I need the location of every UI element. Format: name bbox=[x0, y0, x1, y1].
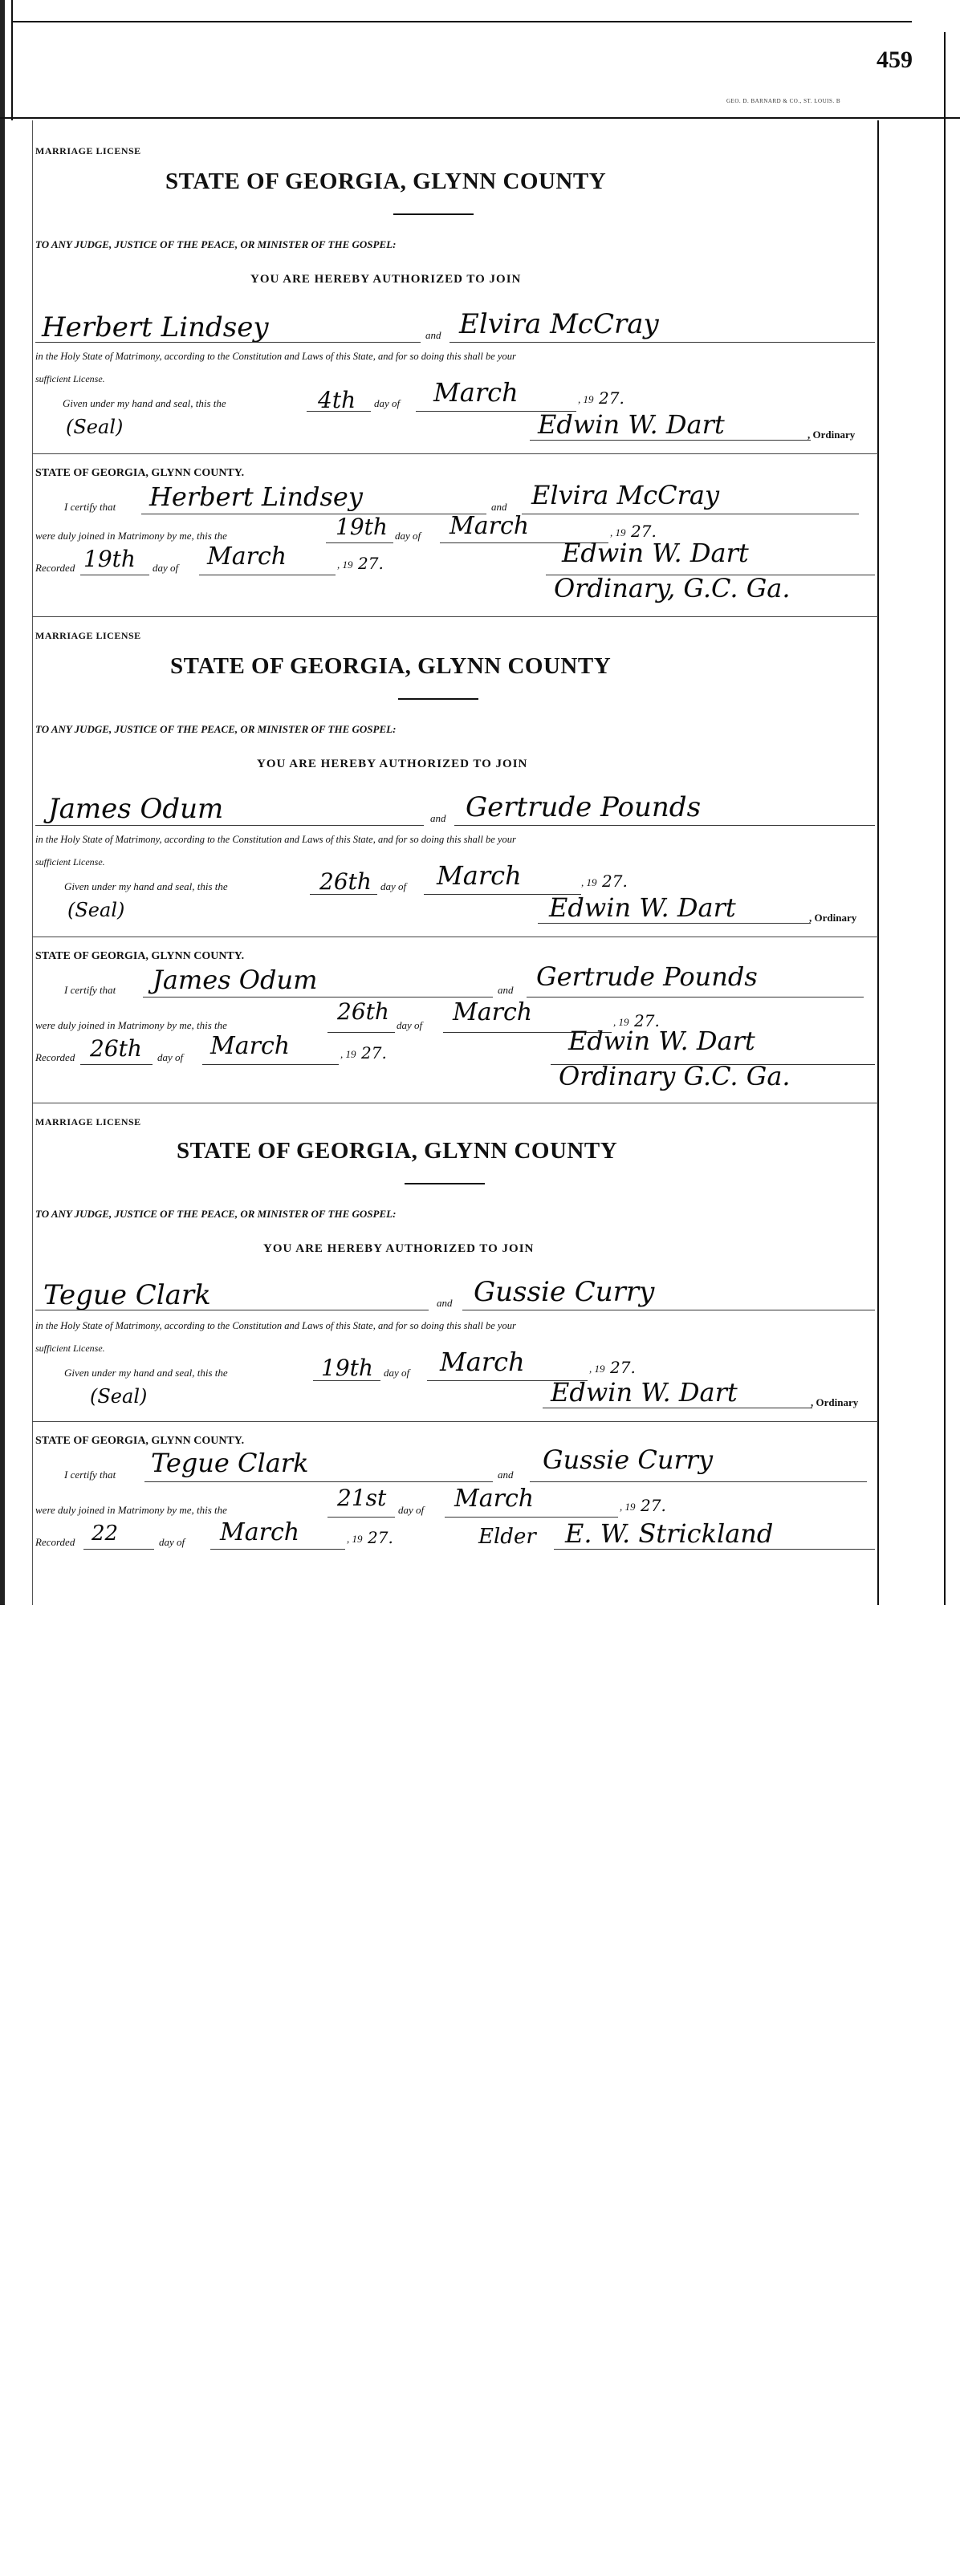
ordinary-signature: Edwin W. Dart bbox=[538, 409, 725, 440]
cert-bride-name: Elvira McCray bbox=[531, 480, 720, 510]
seal-mark: (Seal) bbox=[90, 1385, 148, 1408]
married-year: 27. bbox=[641, 1496, 666, 1515]
married-month: March bbox=[454, 1485, 535, 1513]
recorded-day: 19th bbox=[83, 546, 136, 572]
printer-imprint: GEO. D. BARNARD & CO., ST. LOUIS. B bbox=[726, 98, 841, 104]
officiant-signature: E. W. Strickland bbox=[565, 1518, 774, 1549]
recorded-label: Recorded bbox=[35, 1051, 75, 1063]
title-divider bbox=[393, 213, 474, 215]
license-year-prefix: , 19 bbox=[589, 1363, 605, 1375]
and-label: and bbox=[425, 329, 441, 341]
recorded-day-line bbox=[83, 1549, 154, 1550]
cert-and-label: and bbox=[498, 1469, 514, 1481]
license-month: March bbox=[440, 1347, 525, 1377]
married-day: 19th bbox=[336, 514, 388, 540]
given-under-text: Given under my hand and seal, this the bbox=[63, 397, 226, 409]
recorded-year-prefix: , 19 bbox=[340, 1048, 356, 1060]
marriage-license-label: MARRIAGE LICENSE bbox=[35, 630, 141, 641]
sufficient-text: sufficient License. bbox=[35, 856, 105, 867]
married-day-line bbox=[327, 1517, 395, 1518]
married-year-prefix: , 19 bbox=[613, 1016, 629, 1028]
certify-label: I certify that bbox=[64, 501, 116, 513]
recorded-label: Recorded bbox=[35, 1536, 75, 1548]
recorded-year-prefix: , 19 bbox=[337, 559, 353, 571]
ordinary-signature: Edwin W. Dart bbox=[551, 1377, 738, 1408]
license-year-prefix: , 19 bbox=[581, 876, 597, 888]
bride-name: Elvira McCray bbox=[459, 308, 659, 340]
officiant-title: Ordinary G.C. Ga. bbox=[559, 1061, 791, 1091]
license-year: 27. bbox=[610, 1358, 636, 1377]
ordinary-signature: Edwin W. Dart bbox=[549, 892, 736, 923]
license-year: 27. bbox=[599, 388, 624, 408]
recorded-label: Recorded bbox=[35, 562, 75, 574]
license-title: STATE OF GEORGIA, GLYNN COUNTY bbox=[165, 169, 607, 194]
recorded-day: 22 bbox=[92, 1522, 119, 1546]
license-title: STATE OF GEORGIA, GLYNN COUNTY bbox=[170, 653, 612, 679]
officiant-signature: Edwin W. Dart bbox=[568, 1026, 755, 1056]
holy-state-text: in the Holy State of Matrimony, according to the Constitution and Laws of this State, and for so doing this shall be your bbox=[35, 1320, 516, 1331]
license-day-line bbox=[310, 894, 377, 895]
title-divider bbox=[398, 698, 478, 700]
recorded-month: March bbox=[220, 1518, 300, 1546]
license-day: 19th bbox=[321, 1355, 373, 1381]
cert-and-label: and bbox=[498, 984, 514, 996]
recorded-day-of-label: day of bbox=[159, 1536, 185, 1548]
recorded-year: 27. bbox=[368, 1528, 393, 1547]
duly-joined-text: were duly joined in Matrimony by me, this the bbox=[35, 530, 227, 542]
license-day-line bbox=[313, 1380, 380, 1381]
officiant-prefix: Elder bbox=[478, 1525, 536, 1549]
officiant-signature: Edwin W. Dart bbox=[562, 538, 749, 568]
salutation: TO ANY JUDGE, JUSTICE OF THE PEACE, OR MINISTER OF THE GOSPEL: bbox=[35, 723, 397, 735]
officiant-line bbox=[554, 1549, 875, 1550]
section-divider bbox=[32, 1421, 878, 1422]
bride-name: Gussie Curry bbox=[474, 1276, 655, 1308]
given-under-text: Given under my hand and seal, this the bbox=[64, 880, 228, 892]
married-month-line bbox=[445, 1517, 618, 1518]
certificate-state-county: STATE OF GEORGIA, GLYNN COUNTY. bbox=[35, 467, 245, 479]
marriage-license-label: MARRIAGE LICENSE bbox=[35, 145, 141, 156]
certificate-state-county: STATE OF GEORGIA, GLYNN COUNTY. bbox=[35, 1435, 245, 1447]
section-divider bbox=[32, 453, 878, 454]
recorded-year: 27. bbox=[358, 554, 384, 573]
recorded-month: March bbox=[207, 542, 287, 571]
day-of-label: day of bbox=[384, 1367, 410, 1379]
groom-name: James Odum bbox=[48, 793, 224, 825]
recorded-day-of-label: day of bbox=[157, 1051, 184, 1063]
married-year-prefix: , 19 bbox=[620, 1501, 636, 1513]
cert-and-label: and bbox=[491, 501, 507, 513]
license-day: 26th bbox=[319, 868, 372, 895]
license-day-line bbox=[307, 411, 371, 412]
recorded-day: 26th bbox=[90, 1035, 142, 1062]
groom-name: Tegue Clark bbox=[43, 1279, 211, 1311]
day-of-label: day of bbox=[374, 397, 401, 409]
license-year: 27. bbox=[602, 872, 628, 891]
married-year: 27. bbox=[634, 1011, 660, 1030]
ordinary-line bbox=[530, 440, 811, 441]
authorized-text: YOU ARE HEREBY AUTHORIZED TO JOIN bbox=[257, 758, 528, 770]
cert-groom-name: James Odum bbox=[153, 965, 318, 995]
married-month: March bbox=[453, 998, 533, 1026]
license-title: STATE OF GEORGIA, GLYNN COUNTY bbox=[177, 1138, 618, 1164]
married-day-of-label: day of bbox=[398, 1504, 425, 1516]
ordinary-line bbox=[538, 923, 811, 924]
certify-label: I certify that bbox=[64, 1469, 116, 1481]
cert-bride-line bbox=[530, 1481, 867, 1482]
groom-line bbox=[35, 342, 421, 343]
ordinary-label: , Ordinary bbox=[811, 1396, 859, 1408]
bride-line bbox=[454, 825, 875, 826]
married-day: 26th bbox=[337, 998, 389, 1025]
authorized-text: YOU ARE HEREBY AUTHORIZED TO JOIN bbox=[263, 1242, 535, 1255]
license-block-3 bbox=[0, 971, 960, 2576]
recorded-year: 27. bbox=[361, 1043, 387, 1062]
holy-state-text: in the Holy State of Matrimony, according to the Constitution and Laws of this State, and for so doing this shall be your bbox=[35, 834, 516, 845]
recorded-month-line bbox=[210, 1549, 345, 1550]
certify-label: I certify that bbox=[64, 984, 116, 996]
salutation: TO ANY JUDGE, JUSTICE OF THE PEACE, OR MINISTER OF THE GOSPEL: bbox=[35, 1208, 397, 1220]
license-year-prefix: , 19 bbox=[578, 393, 594, 405]
recorded-month: March bbox=[210, 1032, 291, 1060]
duly-joined-text: were duly joined in Matrimony by me, this the bbox=[35, 1019, 227, 1031]
cert-bride-name: Gertrude Pounds bbox=[536, 961, 758, 992]
recorded-year-prefix: , 19 bbox=[347, 1533, 363, 1545]
given-under-text: Given under my hand and seal, this the bbox=[64, 1367, 228, 1379]
cert-groom-line bbox=[144, 1481, 493, 1482]
groom-line bbox=[35, 825, 424, 826]
sufficient-text: sufficient License. bbox=[35, 1343, 105, 1354]
cert-groom-name: Herbert Lindsey bbox=[149, 481, 363, 512]
married-day: 21st bbox=[337, 1485, 387, 1511]
bride-line bbox=[449, 342, 875, 343]
and-label: and bbox=[430, 812, 446, 824]
holy-state-text: in the Holy State of Matrimony, according to the Constitution and Laws of this State, and for so doing this shall be your bbox=[35, 351, 516, 362]
and-label: and bbox=[437, 1297, 453, 1309]
certificate-state-county: STATE OF GEORGIA, GLYNN COUNTY. bbox=[35, 950, 245, 962]
salutation: TO ANY JUDGE, JUSTICE OF THE PEACE, OR MINISTER OF THE GOSPEL: bbox=[35, 238, 397, 250]
license-month: March bbox=[433, 377, 519, 408]
seal-mark: (Seal) bbox=[66, 416, 124, 438]
officiant-title: Ordinary, G.C. Ga. bbox=[554, 573, 791, 603]
title-divider bbox=[405, 1183, 485, 1184]
duly-joined-text: were duly joined in Matrimony by me, this the bbox=[35, 1504, 227, 1516]
page-number: 459 bbox=[877, 47, 913, 73]
seal-mark: (Seal) bbox=[67, 899, 125, 921]
license-day: 4th bbox=[318, 387, 356, 413]
ordinary-label: , Ordinary bbox=[807, 429, 856, 441]
married-month: March bbox=[449, 512, 530, 540]
recorded-day-of-label: day of bbox=[153, 562, 179, 574]
married-day-of-label: day of bbox=[395, 530, 421, 542]
bride-name: Gertrude Pounds bbox=[466, 791, 702, 823]
marriage-license-label: MARRIAGE LICENSE bbox=[35, 1116, 141, 1128]
married-year-prefix: , 19 bbox=[610, 526, 626, 538]
cert-bride-name: Gussie Curry bbox=[543, 1444, 714, 1475]
license-month: March bbox=[437, 860, 522, 891]
groom-name: Herbert Lindsey bbox=[42, 311, 269, 343]
sufficient-text: sufficient License. bbox=[35, 373, 105, 384]
cert-groom-name: Tegue Clark bbox=[151, 1448, 309, 1478]
ordinary-label: , Ordinary bbox=[809, 912, 857, 924]
day-of-label: day of bbox=[380, 880, 407, 892]
authorized-text: YOU ARE HEREBY AUTHORIZED TO JOIN bbox=[250, 273, 522, 286]
married-year: 27. bbox=[631, 522, 657, 541]
married-day-of-label: day of bbox=[397, 1019, 423, 1031]
